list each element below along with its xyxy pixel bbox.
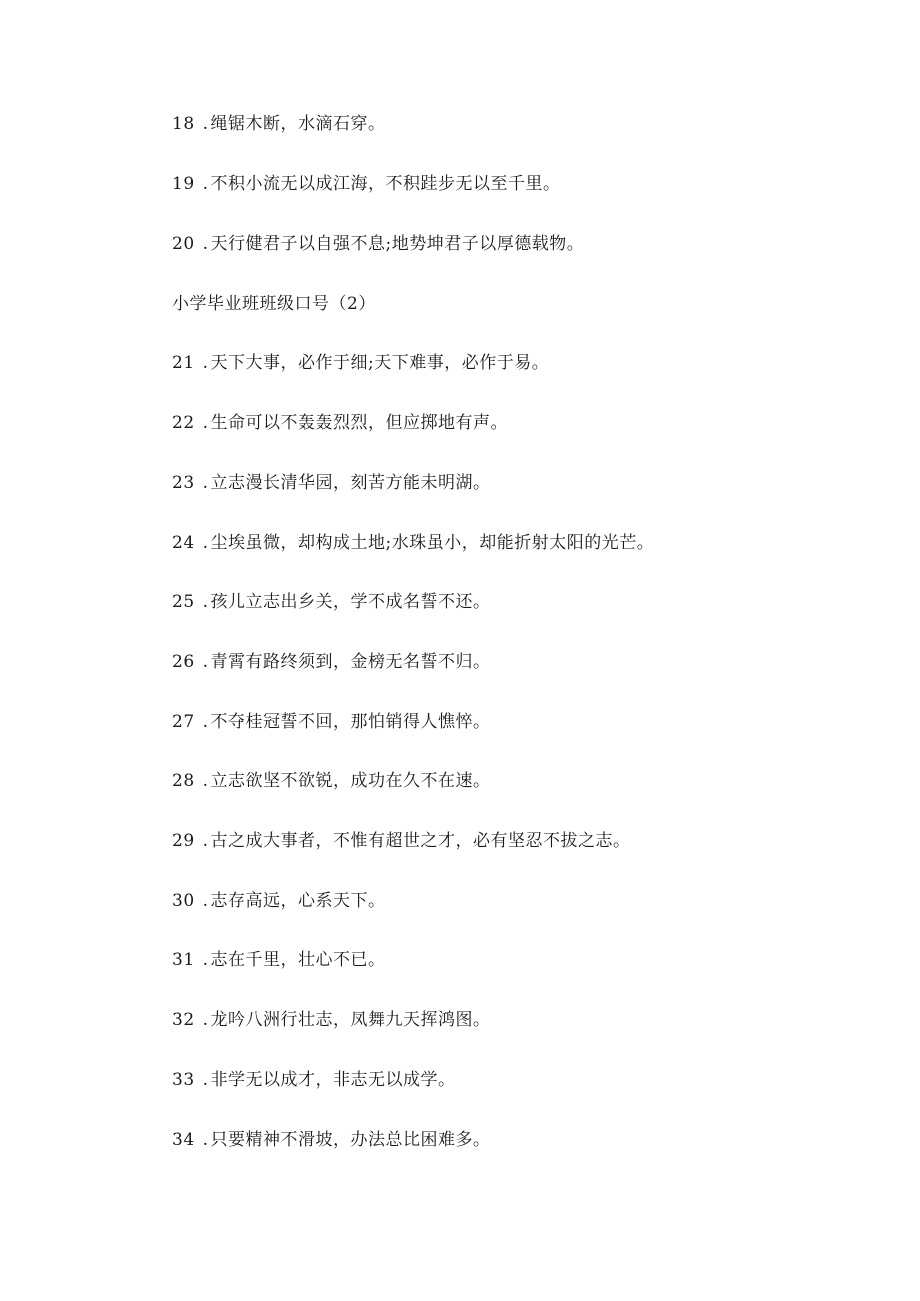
list-item [172,351,549,375]
list-item [172,650,491,674]
item-number: 34 [172,1130,195,1150]
item-text: 志存高远，心系天下。 [210,891,386,911]
list-item [172,531,654,555]
item-text: 尘埃虽微，却构成土地;水珠虽小，却能折射太阳的光芒。 [210,533,655,553]
item-text: 志在千里，壮心不已。 [210,950,386,970]
item-dot: . [202,592,209,612]
list-item [172,829,631,853]
section-heading: 小学毕业班班级口号（2） [172,294,376,314]
list-item [172,411,508,435]
item-text: 天行健君子以自强不息;地势坤君子以厚德载物。 [210,234,585,254]
item-number: 24 [172,533,195,553]
list-item [172,172,561,196]
item-text: 孩儿立志出乡关，学不成名誓不还。 [210,592,491,612]
item-dot: . [202,891,209,911]
item-dot: . [202,1130,209,1150]
item-number: 32 [172,1010,195,1030]
list-item [172,112,386,136]
item-dot: . [202,712,209,732]
list-item [172,769,491,793]
item-dot: . [202,831,209,851]
list-item [172,889,386,913]
item-number: 31 [172,950,195,970]
item-number: 27 [172,712,195,732]
item-dot: . [202,1010,209,1030]
item-dot: . [202,533,209,553]
list-item [172,1008,491,1032]
item-dot: . [202,114,209,134]
list-item [172,1068,456,1092]
item-dot: . [202,234,209,254]
item-number: 20 [172,234,195,254]
item-text: 龙吟八洲行壮志，凤舞九天挥鸿图。 [210,1010,491,1030]
list-item [172,1128,491,1152]
item-number: 28 [172,771,195,791]
item-dot: . [202,652,209,672]
item-dot: . [202,174,209,194]
list-item [172,232,584,256]
item-number: 21 [172,353,195,373]
item-number: 23 [172,473,195,493]
item-number: 19 [172,174,195,194]
item-number: 30 [172,891,195,911]
item-text: 立志欲坚不欲锐，成功在久不在速。 [210,771,491,791]
item-text: 生命可以不轰轰烈烈，但应掷地有声。 [210,413,509,433]
list-item [172,590,491,614]
item-text: 立志漫长清华园，刻苦方能未明湖。 [210,473,491,493]
item-text: 不夺桂冠誓不回，那怕销得人憔悴。 [210,712,491,732]
item-dot: . [202,353,209,373]
item-text: 不积小流无以成江海，不积跬步无以至千里。 [210,174,561,194]
item-text: 只要精神不滑坡，办法总比困难多。 [210,1130,491,1150]
item-text: 绳锯木断，水滴石穿。 [210,114,386,134]
item-number: 18 [172,114,195,134]
item-dot: . [202,1070,209,1090]
item-dot: . [202,950,209,970]
item-number: 33 [172,1070,195,1090]
item-text: 青霄有路终须到，金榜无名誓不归。 [210,652,491,672]
list-item [172,948,386,972]
item-number: 26 [172,652,195,672]
list-item [172,471,491,495]
item-text: 天下大事，必作于细;天下难事，必作于易。 [210,353,550,373]
item-dot: . [202,771,209,791]
item-dot: . [202,413,209,433]
item-number: 25 [172,592,195,612]
item-dot: . [202,473,209,493]
item-text: 古之成大事者，不惟有超世之才，必有坚忍不拔之志。 [210,831,631,851]
list-item [172,710,491,734]
item-number: 29 [172,831,195,851]
item-text: 非学无以成才，非志无以成学。 [210,1070,456,1090]
item-number: 22 [172,413,195,433]
